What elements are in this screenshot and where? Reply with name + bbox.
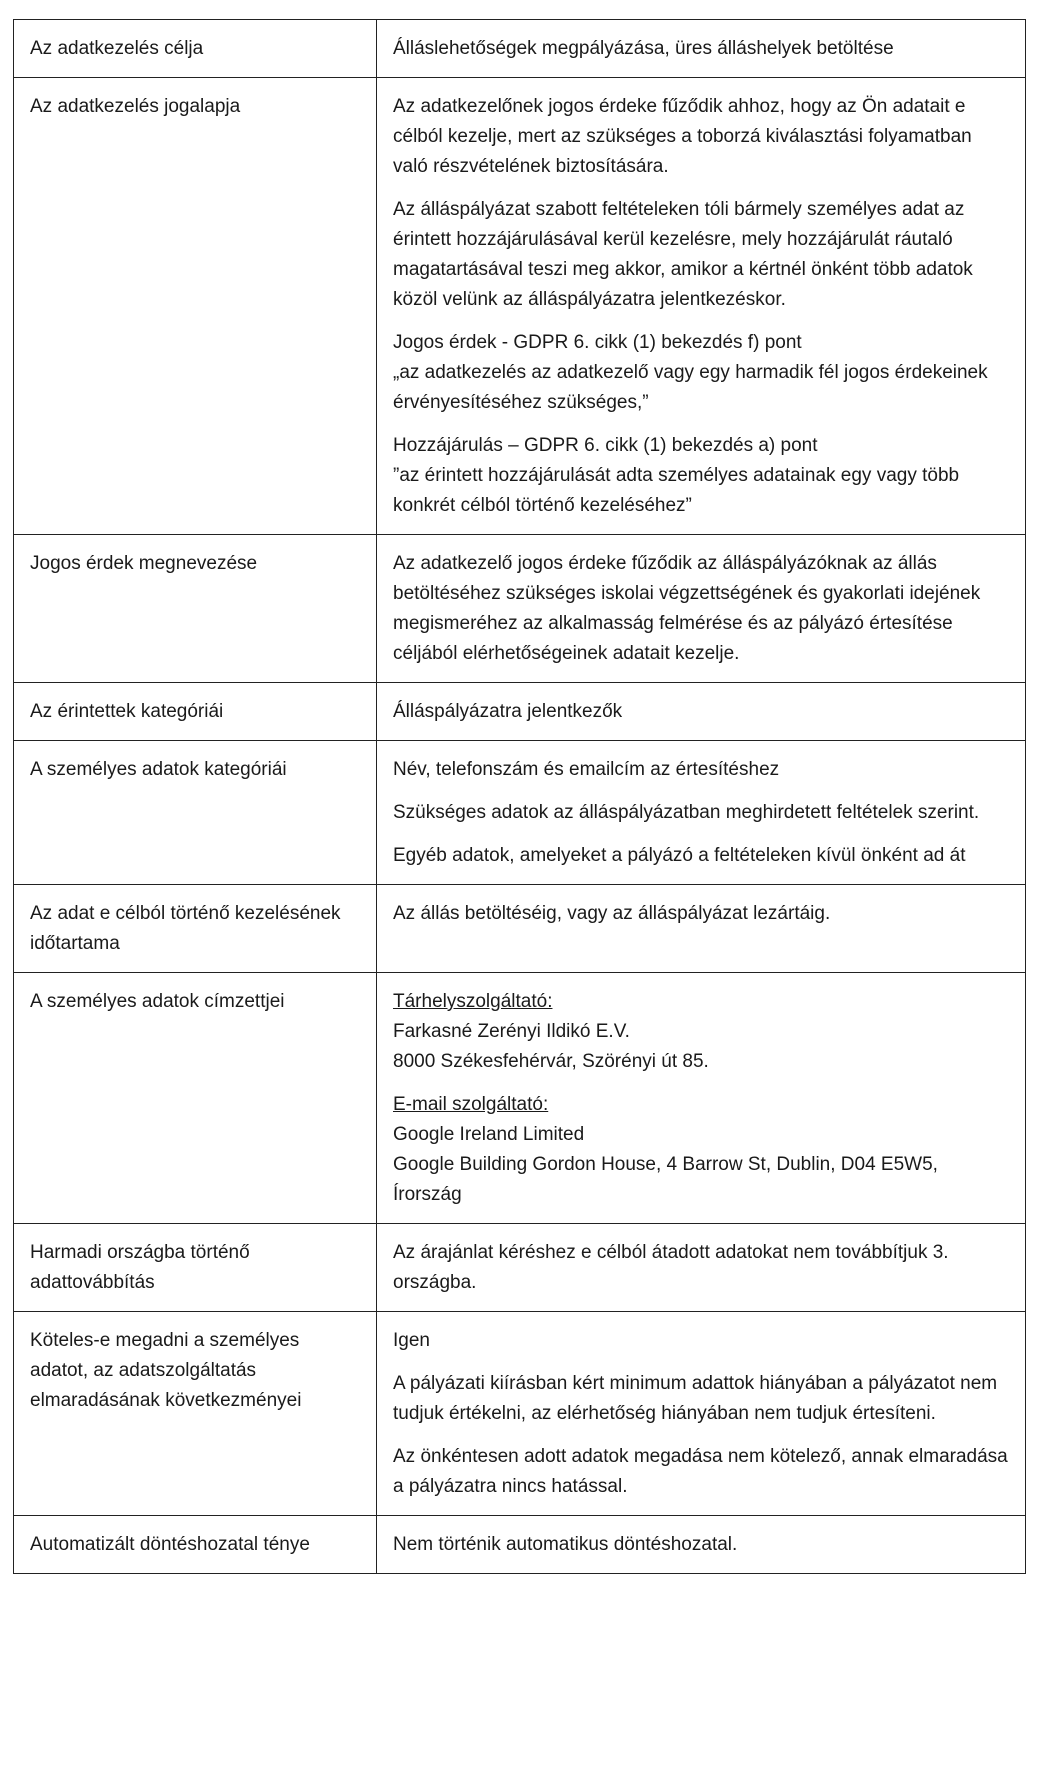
row-label: Jogos érdek megnevezése (14, 535, 377, 683)
row-value (377, 20, 1026, 78)
row-value (377, 973, 1026, 1224)
value-paragraph: Az árajánlat kéréshez e célból átadott adatokat nem továbbítjuk 3. országba. (393, 1242, 949, 1293)
value-paragraph: A pályázati kiírásban kért minimum adattok hiányában a pályázatot nem tudjuk értékelni, az elérhetőség hiányában nem tudjuk értesíteni. (393, 1373, 998, 1424)
legal-basis-quote: ”az érintett hozzájárulását adta személyes adatainak egy vagy több konkrét célból történő kezeléséhez” (393, 465, 960, 516)
data-processing-table (13, 19, 1026, 1574)
row-value (377, 1224, 1026, 1312)
table-row (14, 1312, 1026, 1516)
table-row (14, 1224, 1026, 1312)
value-paragraph: Név, telefonszám és emailcím az értesítéshez (393, 759, 780, 780)
row-label: Automatizált döntéshozatal ténye (14, 1516, 377, 1574)
value-paragraph: Egyéb adatok, amelyeket a pályázó a feltételeken kívül önként ad át (393, 845, 966, 866)
email-provider-address: Google Building Gordon House, 4 Barrow St, Dublin, D04 E5W5, Írország (393, 1154, 938, 1205)
row-value (377, 1312, 1026, 1516)
row-label: Az adatkezelés jogalapja (14, 78, 377, 535)
table-row (14, 973, 1026, 1224)
table-row (14, 683, 1026, 741)
row-value (377, 535, 1026, 683)
value-paragraph: Igen (393, 1330, 430, 1351)
row-value (377, 78, 1026, 535)
row-label: Harmadi országba történő adattovábbítás (14, 1224, 377, 1312)
row-label: A személyes adatok kategóriái (14, 741, 377, 885)
value-paragraph: Az adatkezelő jogos érdeke fűződik az álláspályázóknak az állás betöltéséhez szükséges iskolai végzettségének és gyakorlati idejének megismeréhez az alkalmasság felmérése és az pályázó értesítése céljából elérhetőségeinek adatait kezelje. (393, 553, 981, 664)
legal-basis-reference: Hozzájárulás – GDPR 6. cikk (1) bekezdés a) pont (393, 435, 818, 456)
table-row (14, 885, 1026, 973)
value-paragraph: Nem történik automatikus döntéshozatal. (393, 1534, 738, 1555)
value-paragraph: Álláspályázatra jelentkezők (393, 701, 623, 722)
value-paragraph: Az önkéntesen adott adatok megadása nem kötelező, annak elmaradása a pályázatra nincs hatással. (393, 1446, 1008, 1497)
legal-basis-reference: Jogos érdek - GDPR 6. cikk (1) bekezdés f) pont (393, 332, 802, 353)
hosting-provider-name: Farkasné Zerényi Ildikó E.V. (393, 1021, 630, 1042)
table-row (14, 1516, 1026, 1574)
row-value (377, 885, 1026, 973)
hosting-provider-title: Tárhelyszolgáltató: (393, 991, 553, 1012)
row-label: Az adatkezelés célja (14, 20, 377, 78)
value-paragraph: Az adatkezelőnek jogos érdeke fűződik ahhoz, hogy az Ön adatait e célból kezelje, mert az szükséges a toborzá kiválasztási folyamatban való részvételének biztosítására. (393, 96, 972, 177)
email-provider-block (393, 1090, 1009, 1210)
value-paragraph: Álláslehetőségek megpályázása, üres álláshelyek betöltése (393, 38, 894, 59)
table-row (14, 78, 1026, 535)
row-value (377, 683, 1026, 741)
row-label: Az érintettek kategóriái (14, 683, 377, 741)
row-label: Az adat e célból történő kezelésének időtartama (14, 885, 377, 973)
table-row (14, 741, 1026, 885)
email-provider-name: Google Ireland Limited (393, 1124, 585, 1145)
row-label: A személyes adatok címzettjei (14, 973, 377, 1224)
value-paragraph: Az álláspályázat szabott feltételeken tóli bármely személyes adat az érintett hozzájárulásával kerül kezelésre, mely hozzájárulát ráutaló magatartásával teszi meg akkor, amikor a kértnél önként több adatok közöl velünk az álláspályázatra jelentkezéskor. (393, 199, 973, 310)
value-paragraph: Szükséges adatok az álláspályázatban meghirdetett feltételek szerint. (393, 802, 980, 823)
hosting-provider-block (393, 987, 1009, 1077)
row-label: Köteles-e megadni a személyes adatot, az adatszolgáltatás elmaradásának következményei (14, 1312, 377, 1516)
table-row (14, 20, 1026, 78)
value-paragraph: Az állás betöltéséig, vagy az álláspályázat lezártáig. (393, 903, 831, 924)
row-value (377, 1516, 1026, 1574)
row-value (377, 741, 1026, 885)
legal-basis-quote: „az adatkezelés az adatkezelő vagy egy harmadik fél jogos érdekeinek érvényesítéséhez szükséges,” (393, 362, 988, 413)
hosting-provider-address: 8000 Székesfehérvár, Szörényi út 85. (393, 1051, 709, 1072)
table-row (14, 535, 1026, 683)
email-provider-title: E-mail szolgáltató: (393, 1094, 549, 1115)
